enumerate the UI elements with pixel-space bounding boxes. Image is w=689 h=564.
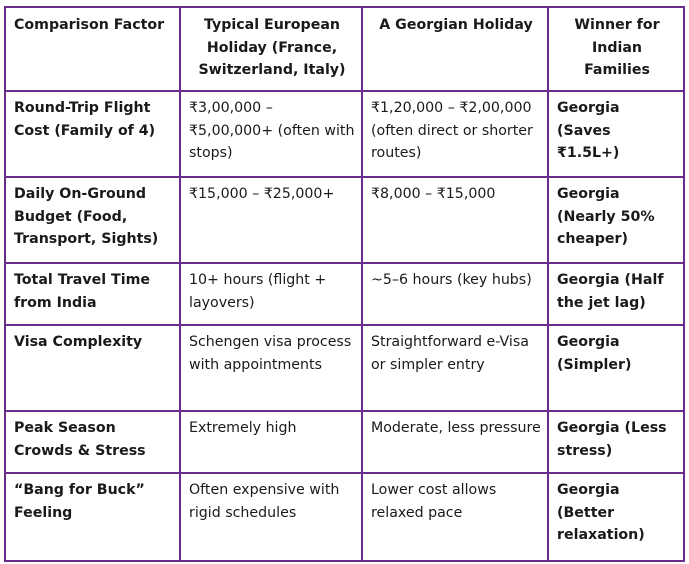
table-row <box>5 325 684 411</box>
header-georgian-holiday: A Georgian Holiday <box>362 7 548 91</box>
table-row <box>5 177 684 263</box>
factor-cell: Visa Complexity <box>5 325 180 411</box>
winner-cell: Georgia (Half the jet lag) <box>548 263 684 325</box>
table-row <box>5 411 684 473</box>
factor-cell: Total Travel Time from India <box>5 263 180 325</box>
georgia-cell: ~5–6 hours (key hubs) <box>362 263 548 325</box>
comparison-table <box>4 6 685 562</box>
winner-cell: Georgia (Simpler) <box>548 325 684 411</box>
winner-cell: Georgia (Saves ₹1.5L+) <box>548 91 684 177</box>
europe-cell: Often expensive with rigid schedules <box>180 473 362 561</box>
comparison-table-container <box>4 6 685 562</box>
table-row <box>5 263 684 325</box>
winner-cell: Georgia (Less stress) <box>548 411 684 473</box>
georgia-cell: ₹8,000 – ₹15,000 <box>362 177 548 263</box>
georgia-cell: Moderate, less pressure <box>362 411 548 473</box>
europe-cell: Schengen visa process with appointments <box>180 325 362 411</box>
table-row <box>5 91 684 177</box>
header-european-holiday: Typical European Holiday (France, Switzerland, Italy) <box>180 7 362 91</box>
winner-cell: Georgia (Better relaxation) <box>548 473 684 561</box>
georgia-cell: Lower cost allows relaxed pace <box>362 473 548 561</box>
europe-cell: Extremely high <box>180 411 362 473</box>
europe-cell: ₹3,00,000 – ₹5,00,000+ (often with stops) <box>180 91 362 177</box>
factor-cell: Daily On-Ground Budget (Food, Transport, Sights) <box>5 177 180 263</box>
europe-cell: ₹15,000 – ₹25,000+ <box>180 177 362 263</box>
georgia-cell: Straightforward e-Visa or simpler entry <box>362 325 548 411</box>
europe-cell: 10+ hours (flight + layovers) <box>180 263 362 325</box>
table-header-row <box>5 7 684 91</box>
table-row <box>5 473 684 561</box>
factor-cell: “Bang for Buck” Feeling <box>5 473 180 561</box>
winner-cell: Georgia (Nearly 50% cheaper) <box>548 177 684 263</box>
header-winner: Winner for Indian Families <box>548 7 684 91</box>
header-comparison-factor: Comparison Factor <box>5 7 180 91</box>
georgia-cell: ₹1,20,000 – ₹2,00,000 (often direct or shorter routes) <box>362 91 548 177</box>
factor-cell: Round-Trip Flight Cost (Family of 4) <box>5 91 180 177</box>
factor-cell: Peak Season Crowds & Stress <box>5 411 180 473</box>
